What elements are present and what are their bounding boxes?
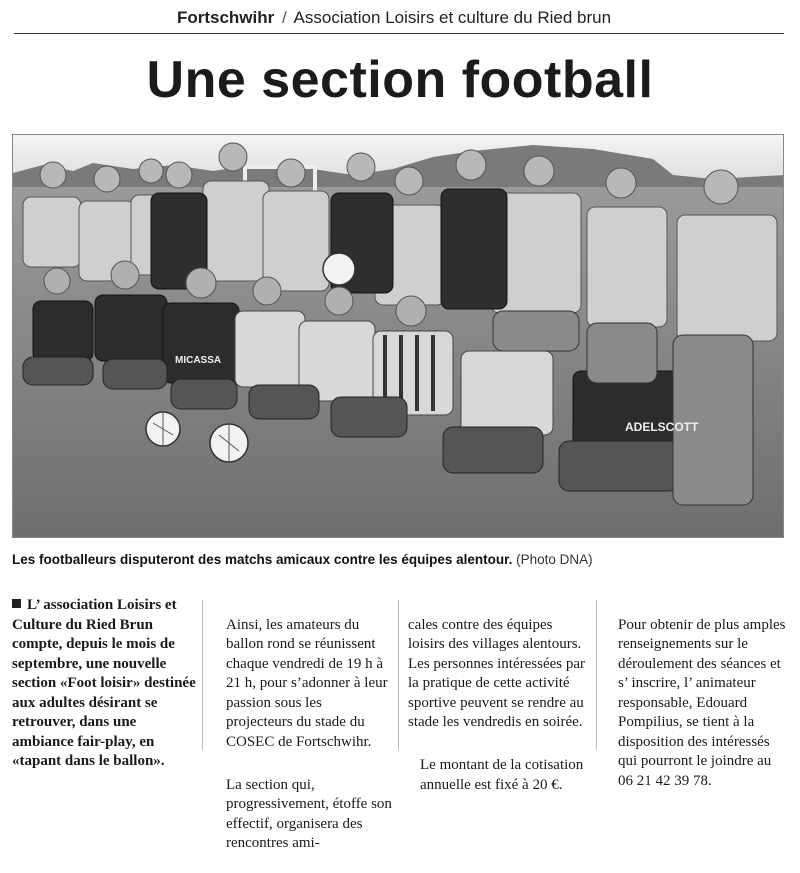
- caption-text: Les footballeurs disputeront des matchs amicaux contre les équipes alentour.: [12, 552, 513, 567]
- article-col2-paragraph-1: Ainsi, les amateurs du ballon rond se réunissent chaque vendredi de 19 h à 21 h, pour s’adonner à leur passion sous les projecteurs du stade du COSEC de Fortschwihr.: [226, 616, 388, 750]
- article-col4-paragraph-1: Pour obtenir de plus amples renseignements sur le déroulement des séances et s’ inscrire, l’ animateur responsable, Edouard Pompilius, se tient à la disposition des intéressés qui pourront le joindre au 06 21 42 39 78.: [618, 616, 786, 789]
- bullet-square-icon: [12, 599, 21, 608]
- photo-caption: [12, 552, 792, 567]
- article-column-2: [214, 596, 392, 873]
- shirt-text-micassa: MICASSA: [175, 355, 222, 366]
- article-col3-paragraph-1: cales contre des équipes loisirs des villages alentours. Les personnes intéressées par la pratique de cette activité sportive peuvent se rendre au stade les vendredis en soirée.: [408, 616, 586, 730]
- team-photo: [12, 134, 784, 538]
- article-column-3: [408, 596, 588, 815]
- kicker-location: Fortschwihr: [176, 8, 275, 27]
- article-col1-text: L’ association Loisirs et Culture du Ried Brun compte, depuis le mois de septembre, une nouvelle section «Foot loisir» destinée aux adultes désirant se retrouver, dans une ambiance fair-play, en «tapant dans le ballon».: [12, 597, 196, 769]
- header-rule: [14, 33, 784, 34]
- article-column-1: [12, 596, 198, 772]
- article-column-4: [606, 596, 788, 811]
- kicker-organization: Association Loisirs et culture du Ried brun: [293, 8, 612, 27]
- column-divider: [398, 600, 399, 750]
- column-divider: [202, 600, 203, 750]
- headline: Une section football: [146, 51, 654, 109]
- kicker: [0, 8, 788, 28]
- article-col2-paragraph-2: La section qui, progressivement, étoffe son effectif, organisera des rencontres ami-: [226, 776, 392, 851]
- shirt-text-adelscott: ADELSCOTT: [625, 420, 699, 434]
- article-col3-paragraph-2: Le montant de la cotisation annuelle est fixé à 20 €.: [420, 757, 584, 793]
- column-divider: [596, 600, 597, 750]
- kicker-separator: /: [282, 8, 287, 27]
- caption-credit: (Photo DNA): [516, 552, 593, 567]
